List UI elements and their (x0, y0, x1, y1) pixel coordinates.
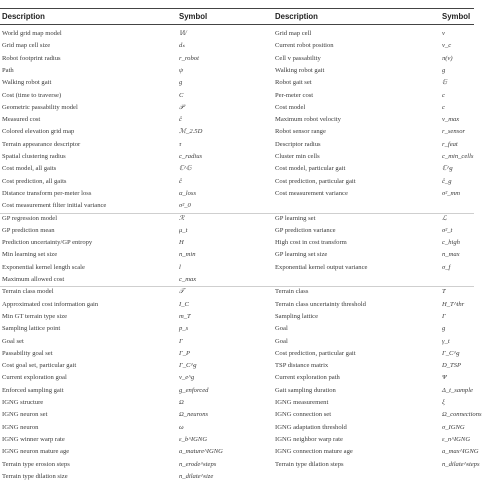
cell-description-right: Exponential kernel output variance (275, 263, 368, 271)
cell-description-left: GP regression model (2, 214, 58, 222)
cell-description-left: Min GT terrain type size (2, 312, 68, 320)
cell-symbol-left: c_radius (179, 153, 203, 160)
cell-description-left: Approximated cost information gain (2, 300, 99, 308)
table-row (0, 127, 474, 137)
table-row (0, 54, 474, 64)
cell-symbol-left: ω (179, 423, 184, 431)
table-row (0, 398, 474, 408)
cell-description-left: World grid map model (2, 30, 62, 37)
cell-symbol-left: ĉ (179, 177, 182, 185)
cell-symbol-right: v_max (442, 116, 460, 124)
table-header-rule (0, 24, 474, 25)
table-row (0, 214, 474, 224)
cell-symbol-right: 𝔾 (442, 79, 448, 87)
cell-symbol-left: C (179, 91, 184, 99)
cell-symbol-right: n_max (442, 251, 460, 259)
cell-symbol-right: a_max^IGNG (442, 448, 479, 456)
cell-symbol-left: Ω (179, 399, 184, 406)
cell-description-left: Terrain class model (2, 288, 54, 296)
column-header-symbol-1: Symbol (179, 12, 208, 21)
cell-description-right: GP prediction variance (275, 226, 336, 234)
cell-symbol-right: ℒ (442, 214, 447, 222)
table-row (0, 29, 474, 39)
cell-symbol-left: v_e^g (179, 374, 195, 382)
cell-symbol-left: g_enforced (179, 386, 209, 394)
cell-symbol-left: Γ_C^g (179, 362, 197, 370)
cell-description-right: GP learning set (275, 214, 316, 222)
table-row (0, 472, 474, 482)
table-row (0, 164, 474, 174)
table-row (0, 152, 474, 162)
cell-symbol-left: Γ_P (179, 349, 191, 357)
cell-symbol-right: σ_IGNG (442, 423, 465, 431)
cell-symbol-left: τ (179, 140, 182, 148)
cell-symbol-left: l (179, 263, 181, 271)
table-row (0, 373, 474, 383)
table-row (0, 349, 474, 359)
cell-symbol-right: c_high (442, 239, 460, 247)
cell-description-left: IGNG structure (2, 399, 44, 406)
cell-symbol-left: ℳ_2.5D (179, 128, 203, 136)
cell-description-left: Measured cost (2, 116, 41, 124)
cell-symbol-right: v (442, 30, 445, 37)
cell-description-left: Geometric passability model (2, 103, 78, 111)
cell-symbol-left: H (179, 239, 184, 247)
cell-description-right: Goal (275, 325, 288, 333)
table-row (0, 140, 474, 150)
table-row (0, 324, 474, 334)
cell-description-left: Path (2, 66, 14, 74)
cell-symbol-left: n_erode^steps (179, 460, 217, 468)
table-row (0, 226, 474, 236)
cell-description-left: Terrain type erosion steps (2, 460, 70, 468)
cell-symbol-right: T (442, 288, 446, 296)
cell-symbol-left: μ_t (179, 226, 188, 234)
cell-symbol-left: p_s (179, 325, 189, 333)
cell-symbol-left: ℂ^𝔾 (179, 165, 192, 173)
cell-symbol-left: c_max (179, 276, 197, 283)
cell-description-right: Cost prediction, particular gait (275, 177, 356, 185)
table-row (0, 103, 474, 113)
column-header-description-1: Description (2, 12, 45, 21)
cell-description-right: Current robot position (275, 42, 334, 50)
cell-description-right: GP learning set size (275, 251, 328, 259)
cell-symbol-left: n_dilate^size (179, 472, 214, 480)
cell-description-right: Maximum robot velocity (275, 116, 341, 124)
table-row (0, 312, 474, 322)
cell-symbol-right: Δ_t_sample (442, 386, 473, 394)
cell-description-left: Grid map cell size (2, 42, 51, 50)
cell-description-right: Sampling lattice (275, 312, 319, 320)
cell-symbol-left: n_min (179, 251, 196, 259)
cell-description-left: GP prediction mean (2, 226, 55, 234)
cell-description-right: Current exploration path (275, 374, 340, 382)
table-row (0, 423, 474, 433)
cell-symbol-right: σ_f (442, 263, 451, 271)
table-row (0, 287, 474, 297)
cell-description-right: Cost model, particular gait (275, 165, 346, 173)
cell-symbol-right: g (442, 325, 446, 333)
cell-symbol-left: g (179, 79, 183, 87)
cell-symbol-right: D_TSP (442, 362, 462, 370)
cell-description-right: IGNG measurement (275, 399, 329, 406)
cell-description-left: Prediction uncertainty/GP entropy (2, 239, 93, 247)
cell-symbol-right: c (442, 103, 445, 111)
cell-description-left: Cost (time to traverse) (2, 91, 62, 99)
cell-description-right: Cluster min cells (275, 153, 320, 160)
cell-symbol-left: α_loss (179, 189, 197, 197)
cell-description-left: Cost measurement filter initial variance (2, 202, 107, 210)
table-row (0, 115, 474, 125)
cell-description-left: Current exploration goal (2, 374, 67, 382)
cell-symbol-left: m_T (179, 312, 191, 320)
cell-description-right: High cost in cost transform (275, 239, 347, 247)
cell-symbol-right: Γ_C^g (442, 349, 460, 357)
cell-symbol-right: π(v) (442, 54, 453, 62)
cell-description-left: Colored elevation grid map (2, 128, 75, 136)
cell-symbol-right: H_T^thr (442, 300, 465, 308)
cell-symbol-right: γ_t (442, 337, 450, 345)
table-row (0, 201, 474, 211)
cell-description-right: IGNG connection mature age (275, 448, 353, 456)
table-row (0, 91, 474, 101)
cell-symbol-left: ψ (179, 66, 184, 74)
cell-symbol-right: c_min_cells (442, 153, 474, 160)
cell-description-right: Per-meter cost (275, 91, 314, 99)
table-row (0, 275, 474, 285)
table-row (0, 177, 474, 187)
cell-description-right: Goal (275, 337, 288, 345)
cell-description-left: IGNG neuron mature age (2, 448, 70, 456)
column-header-symbol-2: Symbol (442, 12, 471, 21)
table-row (0, 78, 474, 88)
cell-symbol-left: ε_b^IGNG (179, 435, 208, 443)
cell-symbol-left: r_robot (179, 54, 199, 62)
table-row (0, 189, 474, 199)
table-row (0, 410, 482, 420)
cell-description-right: IGNG neighbor warp rate (275, 435, 343, 443)
cell-symbol-right: v_c (442, 42, 452, 50)
cell-description-right: Grid map cell (275, 30, 312, 37)
table-row (0, 435, 474, 445)
cell-symbol-right: n_dilate^steps (442, 460, 480, 468)
cell-symbol-right: ε_n^IGNG (442, 435, 471, 443)
cell-description-right: Cell v passability (275, 54, 321, 62)
column-header-description-2: Description (275, 12, 318, 21)
cell-description-left: Enforced sampling gait (2, 386, 64, 394)
cell-description-left: Exponential kernel length scale (2, 263, 85, 271)
cell-description-right: Walking robot gait (275, 66, 325, 74)
cell-description-left: Cost prediction, all gaits (2, 177, 67, 185)
cell-description-right: Cost prediction, particular gait (275, 349, 356, 357)
cell-description-right: Robot sensor range (275, 128, 326, 136)
cell-symbol-left: 𝒯 (179, 288, 185, 296)
cell-description-left: Distance transform per-meter loss (2, 189, 92, 197)
cell-description-left: IGNG winner warp rate (2, 435, 65, 443)
cell-symbol-right: ξ (442, 399, 445, 406)
cell-symbol-left: I_C (179, 300, 189, 308)
cell-description-left: IGNG neuron (2, 423, 39, 431)
table-row (0, 263, 474, 273)
table-row (0, 361, 474, 371)
cell-description-left: Terrain appearance descriptor (2, 140, 81, 148)
cell-symbol-right: r_feat (442, 140, 458, 148)
cell-description-left: Robot footprint radius (2, 54, 61, 62)
table-row (0, 66, 474, 76)
cell-symbol-left: ĉ (179, 116, 182, 124)
cell-description-left: IGNG neuron set (2, 411, 48, 419)
cell-description-right: Gait sampling duration (275, 386, 336, 394)
table-row (0, 250, 474, 260)
cell-description-left: Terrain type dilation size (2, 472, 68, 480)
cell-symbol-left: 𝕎 (179, 30, 187, 37)
cell-symbol-right: Γ (442, 312, 446, 320)
table-row (0, 41, 474, 51)
cell-description-left: Goal set (2, 337, 24, 345)
cell-description-right: IGNG adaptation threshold (275, 423, 347, 431)
cell-description-right: Terrain class (275, 288, 309, 296)
cell-symbol-right: Ω_connections (442, 411, 482, 419)
cell-description-left: Min learning set size (2, 251, 58, 259)
cell-description-left: Cost model, all gaits (2, 165, 57, 173)
cell-description-right: TSP distance matrix (275, 362, 329, 370)
cell-symbol-right: r_sensor (442, 128, 466, 136)
table-row (0, 300, 474, 310)
cell-description-left: Passability goal set (2, 349, 53, 357)
cell-symbol-left: a_mature^IGNG (179, 448, 223, 456)
cell-symbol-left: σ²_0 (179, 202, 191, 210)
table-row (0, 238, 474, 248)
cell-symbol-right: σ²_mm (442, 189, 461, 197)
cell-description-right: IGNG connection set (275, 411, 332, 419)
cell-description-left: Walking robot gait (2, 79, 52, 87)
cell-description-left: Sampling lattice point (2, 325, 61, 333)
table-row (0, 386, 474, 396)
cell-symbol-right: ĉ_g (442, 177, 452, 185)
cell-symbol-left: Γ (179, 337, 183, 345)
cell-description-right: Descriptor radius (275, 140, 321, 148)
cell-symbol-right: σ²_t (442, 226, 453, 234)
cell-description-right: Cost measurement variance (275, 189, 348, 197)
cell-description-right: Terrain type dilation steps (275, 460, 344, 468)
cell-description-right: Terrain class uncertainty threshold (275, 300, 366, 308)
table-row (0, 460, 480, 470)
cell-symbol-left: dₛ (179, 42, 185, 50)
cell-symbol-left: ℛ (179, 214, 185, 222)
table-header (0, 9, 474, 23)
cell-symbol-left: Ω_neurons (179, 411, 209, 419)
cell-symbol-right: ℂ^g (442, 165, 453, 173)
cell-description-right: Cost model (275, 103, 306, 111)
cell-description-right: Robot gait set (275, 79, 312, 87)
cell-symbol-right: c (442, 91, 445, 99)
cell-symbol-right: g (442, 66, 446, 74)
cell-description-left: Maximum allowed cost (2, 276, 65, 283)
table-row (0, 337, 474, 347)
cell-symbol-right: Ψ (442, 374, 447, 382)
cell-description-left: Spatial clustering radius (2, 153, 66, 160)
cell-symbol-left: 𝒫 (179, 103, 184, 111)
cell-description-left: Cost goal set, particular gait (2, 362, 77, 370)
table-row (0, 447, 479, 457)
